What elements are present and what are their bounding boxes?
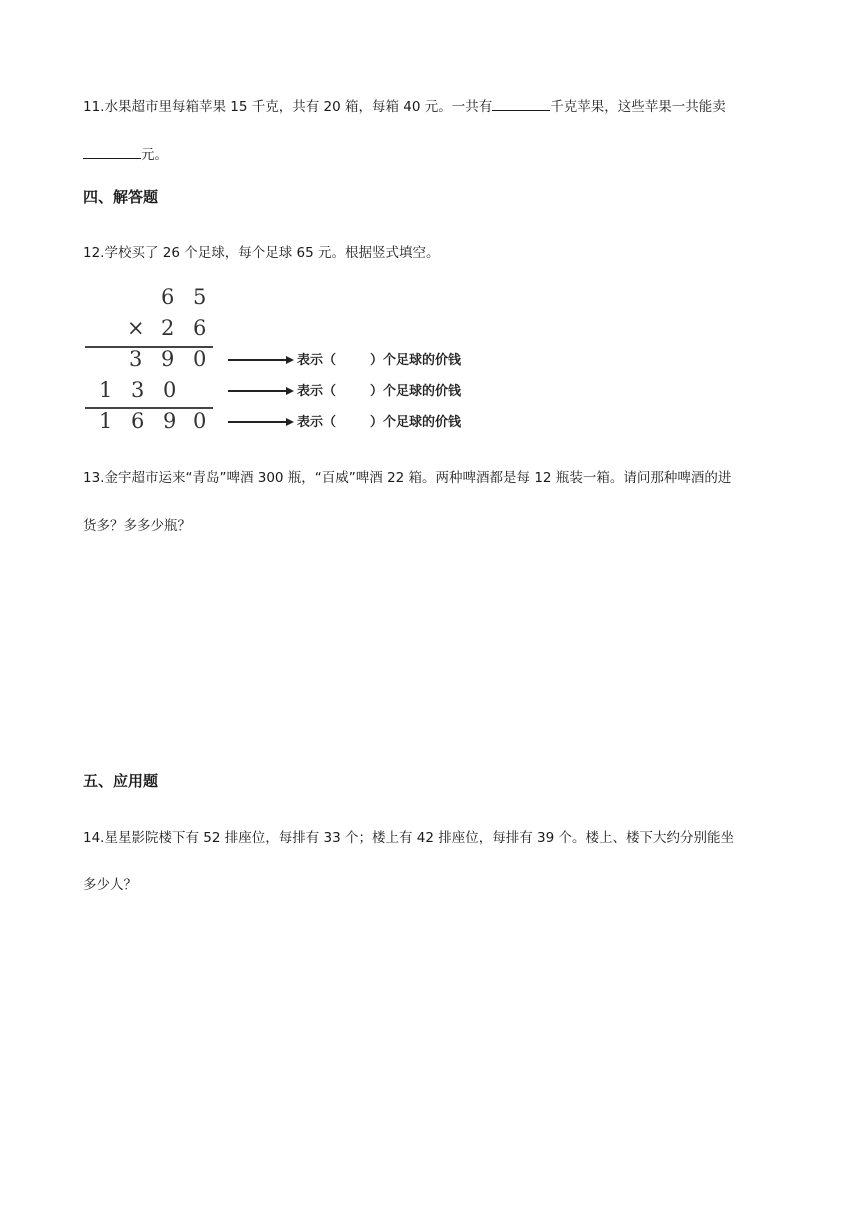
arrow-line — [228, 421, 288, 423]
question-11-line-2 — [83, 143, 168, 163]
digit: 6 — [161, 285, 175, 309]
label-partial-product-1 — [297, 349, 461, 368]
label-suffix: ）个足球的价钱 — [370, 384, 462, 399]
digit: 9 — [163, 409, 177, 433]
question-11-text-c: 元。 — [141, 147, 168, 163]
label-suffix: ）个足球的价钱 — [370, 415, 462, 430]
digit: 9 — [161, 347, 175, 371]
question-13-line-1: 13.金宇超市运来“青岛”啤酒 300 瓶，“百威”啤酒 22 箱。两种啤酒都是每 12 瓶装一箱。请问那种啤酒的进 — [83, 470, 732, 486]
digit: 0 — [193, 347, 207, 371]
question-13-line-2: 货多？多多少瓶？ — [83, 518, 191, 534]
digit: 1 — [99, 409, 113, 433]
digit: 0 — [193, 409, 207, 433]
vertical-multiplication-figure — [85, 283, 505, 433]
arrow-line — [228, 390, 288, 392]
answer-blank-kg[interactable] — [492, 99, 550, 111]
label-prefix: 表示（ — [297, 384, 337, 399]
question-11-text-a: 11.水果超市里每箱苹果 15 千克，共有 20 箱，每箱 40 元。一共有 — [83, 99, 493, 115]
question-14-line-2: 多少人？ — [83, 877, 137, 893]
digit: 3 — [131, 378, 145, 402]
label-prefix: 表示（ — [297, 353, 337, 368]
label-product — [297, 411, 461, 430]
digit: 0 — [163, 378, 177, 402]
digit: 1 — [99, 378, 113, 402]
times-sign: × — [127, 316, 145, 340]
arrow-head-icon — [286, 387, 294, 395]
question-11-text-b: 千克苹果，这些苹果一共能卖 — [550, 99, 726, 115]
question-14-line-1: 14.星星影院楼下有 52 排座位，每排有 33 个；楼上有 42 排座位，每排有 39 个。楼上、楼下大约分别能坐 — [83, 830, 735, 846]
arrow-head-icon — [286, 418, 294, 426]
answer-blank-yuan[interactable] — [83, 147, 141, 159]
label-prefix: 表示（ — [297, 415, 337, 430]
label-suffix: ）个足球的价钱 — [370, 353, 462, 368]
question-12-text: 12.学校买了 26 个足球，每个足球 65 元。根据竖式填空。 — [83, 245, 440, 261]
arrow-head-icon — [286, 356, 294, 364]
digit: 6 — [131, 409, 145, 433]
digit: 3 — [129, 347, 143, 371]
question-11-line-1 — [83, 95, 726, 115]
digit: 6 — [193, 316, 207, 340]
section-5-title: 五、应用题 — [83, 772, 159, 790]
digit: 5 — [193, 285, 207, 309]
arrow-line — [228, 359, 288, 361]
digit: 2 — [161, 316, 175, 340]
section-4-title: 四、解答题 — [83, 188, 159, 206]
label-partial-product-2 — [297, 380, 461, 399]
